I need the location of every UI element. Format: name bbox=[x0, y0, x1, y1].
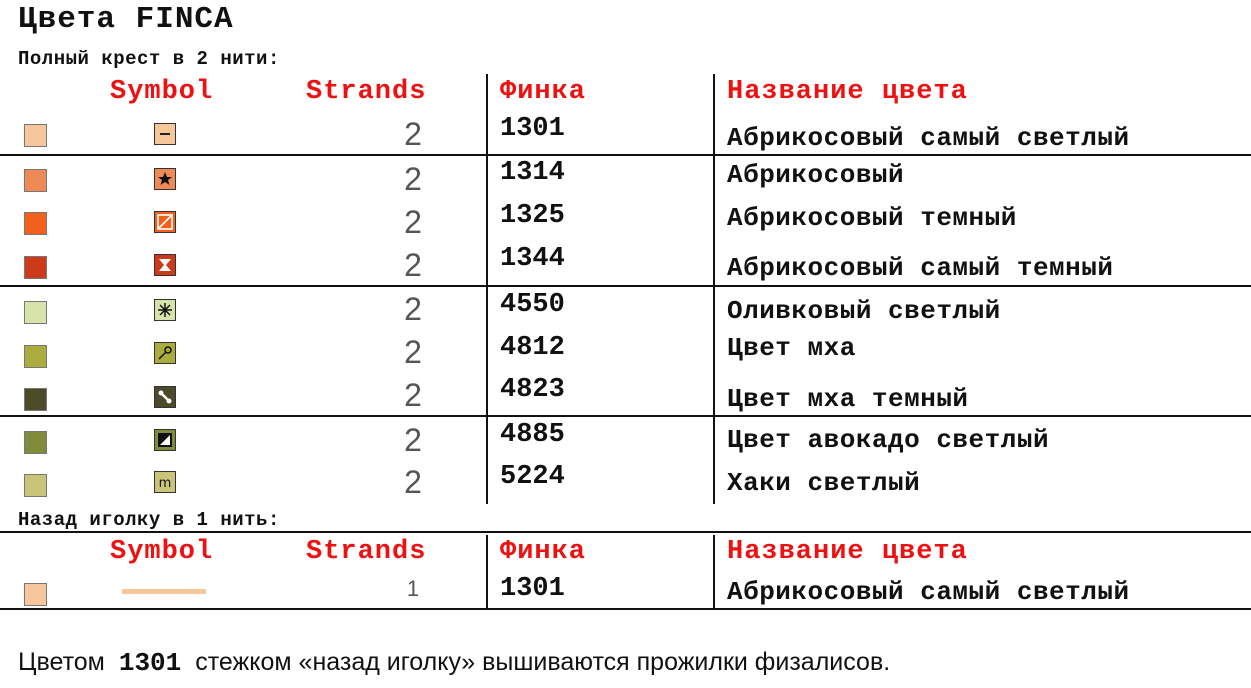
color-name: Абрикосовый самый светлый bbox=[727, 123, 1130, 153]
table-row bbox=[0, 462, 1251, 505]
table-row bbox=[0, 158, 1251, 201]
header-color-name: Название цвета bbox=[727, 537, 968, 567]
color-name: Абрикосовый bbox=[727, 160, 905, 190]
table-row bbox=[0, 244, 1251, 287]
strands-value: 2 bbox=[404, 247, 422, 283]
finca-code: 1314 bbox=[500, 158, 565, 188]
color-name: Цвет авокадо светлый bbox=[727, 425, 1050, 455]
bone-symbol-icon bbox=[154, 386, 176, 408]
finca-code: 1344 bbox=[500, 244, 565, 274]
color-swatch bbox=[24, 212, 47, 235]
header-finca: Финка bbox=[500, 537, 587, 567]
color-swatch bbox=[24, 345, 47, 368]
finca-code: 5224 bbox=[500, 462, 565, 492]
section-backstitch-label: Назад иголку в 1 нить: bbox=[18, 509, 280, 531]
letter-m-symbol-icon bbox=[154, 471, 176, 493]
dash-symbol-icon bbox=[154, 123, 176, 145]
table-row bbox=[0, 570, 1251, 613]
strands-value: 2 bbox=[404, 204, 422, 240]
star-symbol-icon bbox=[154, 168, 176, 190]
finca-code: 4550 bbox=[500, 290, 565, 320]
pin-symbol-icon bbox=[154, 342, 176, 364]
strands-value: 2 bbox=[404, 464, 422, 500]
finca-code: 4812 bbox=[500, 333, 565, 363]
color-swatch bbox=[24, 474, 47, 497]
slash-box-symbol-icon bbox=[154, 211, 176, 233]
color-swatch bbox=[24, 301, 47, 324]
section-full-cross-label: Полный крест в 2 нити: bbox=[18, 48, 280, 70]
finca-code: 1301 bbox=[500, 574, 565, 604]
strands-value: 1 bbox=[406, 576, 420, 601]
header-strands: Strands bbox=[306, 537, 427, 567]
header-symbol: Symbol bbox=[110, 77, 214, 107]
svg-text:m: m bbox=[158, 476, 172, 491]
table-row bbox=[0, 333, 1251, 376]
header-strands: Strands bbox=[306, 77, 427, 107]
finca-code: 1301 bbox=[500, 114, 565, 144]
footnote bbox=[18, 648, 890, 678]
color-name: Хаки светлый bbox=[727, 468, 921, 498]
finca-code: 4823 bbox=[500, 375, 565, 405]
header-color-name: Название цвета bbox=[727, 77, 968, 107]
color-name: Оливковый светлый bbox=[727, 296, 1001, 326]
footnote-code: 1301 bbox=[118, 648, 182, 678]
finca-code: 1325 bbox=[500, 201, 565, 231]
color-swatch bbox=[24, 124, 47, 147]
header-symbol: Symbol bbox=[110, 537, 214, 567]
strands-value: 2 bbox=[404, 291, 422, 327]
strands-value: 2 bbox=[404, 377, 422, 413]
color-swatch bbox=[24, 583, 47, 606]
color-swatch bbox=[24, 169, 47, 192]
color-swatch bbox=[24, 388, 47, 411]
strands-value: 2 bbox=[404, 116, 422, 152]
asterisk-symbol-icon bbox=[154, 299, 176, 321]
strands-value: 2 bbox=[404, 422, 422, 458]
backstitch-line-icon bbox=[122, 589, 206, 594]
color-name: Абрикосовый темный bbox=[727, 203, 1017, 233]
table-row bbox=[0, 114, 1251, 157]
half-square-symbol-icon bbox=[154, 429, 176, 451]
color-name: Абрикосовый самый светлый bbox=[727, 577, 1130, 607]
hourglass-symbol-icon bbox=[154, 254, 176, 276]
table-row bbox=[0, 420, 1251, 463]
table-row bbox=[0, 290, 1251, 333]
strands-value: 2 bbox=[404, 161, 422, 197]
footnote-prefix: Цветом bbox=[18, 648, 105, 676]
color-name: Цвет мха bbox=[727, 333, 856, 363]
color-swatch bbox=[24, 431, 47, 454]
finca-code: 4885 bbox=[500, 420, 565, 450]
page-title: Цвета FINCA bbox=[18, 2, 234, 37]
footnote-suffix: стежком «назад иголку» вышиваются прожилки физалисов. bbox=[195, 648, 891, 676]
color-name: Цвет мха темный bbox=[727, 384, 969, 414]
table-row bbox=[0, 375, 1251, 418]
header-finca: Финка bbox=[500, 77, 587, 107]
color-name: Абрикосовый самый темный bbox=[727, 253, 1114, 283]
color-swatch bbox=[24, 256, 47, 279]
table-row bbox=[0, 201, 1251, 244]
strands-value: 2 bbox=[404, 334, 422, 370]
section-divider bbox=[0, 531, 1251, 533]
